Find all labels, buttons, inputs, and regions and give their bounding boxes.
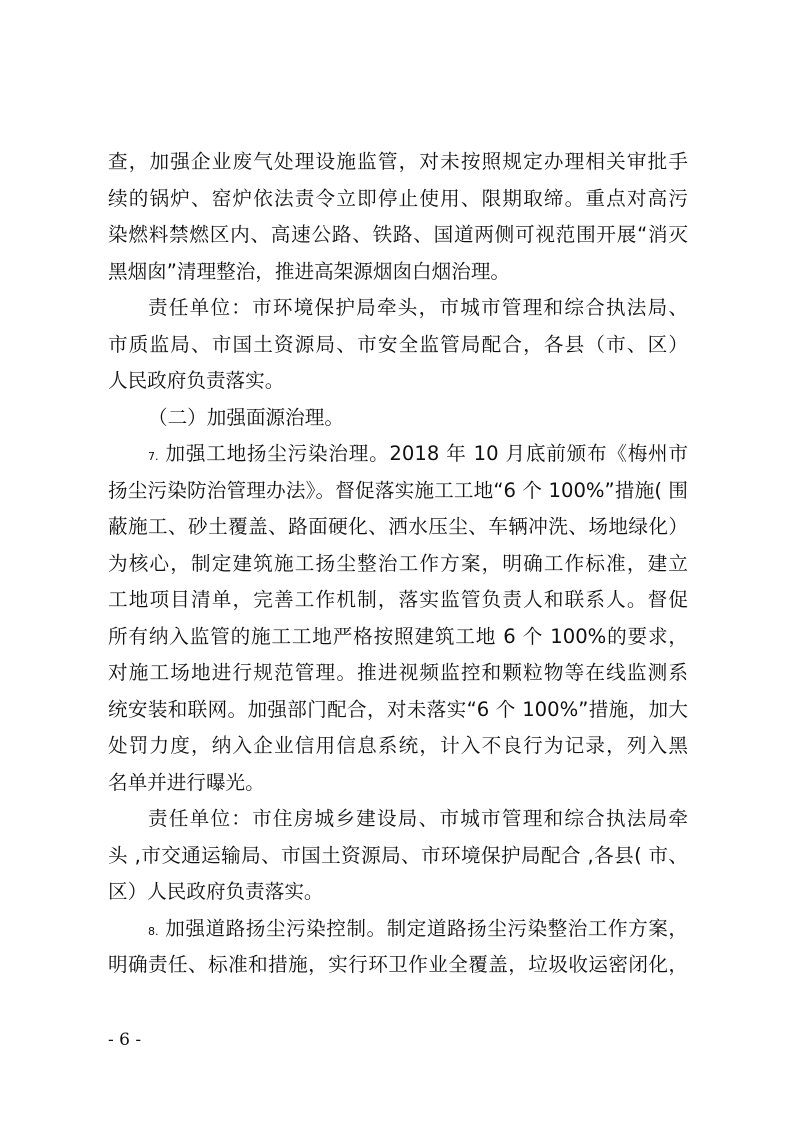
text-line: 查，加强企业废气处理设施监管，对未按照规定办理相关审批手: [108, 150, 688, 173]
text-line: 人民政府负责落实。: [108, 369, 285, 392]
text-line: 对施工场地进行规范管理。推进视频监控和颗粒物等在线监测系: [108, 661, 688, 684]
text-line: 区）人民政府负责落实。: [108, 880, 324, 903]
text-line: 明确责任、标准和措施，实行环卫作业全覆盖，垃圾收运密闭化，: [108, 953, 688, 976]
text-line: 统安装和联网。加强部门配合，对未落实“6 个 100%”措施，加大: [108, 697, 688, 721]
text-line-content: 加强工地扬尘污染治理。2018 年 10 月底前颁布《梅州市: [165, 442, 688, 465]
text-line: 头 ,市交通运输局、市国土资源局、市环境保护局配合 ,各县( 市、: [108, 843, 688, 867]
paragraph-continuation: [108, 144, 688, 290]
text-line: 处罚力度，纳入企业信用信息系统，计入不良行为记录，列入黑: [108, 734, 688, 757]
section-heading: [108, 400, 688, 437]
paragraph-item-7: [108, 436, 688, 801]
text-line: 责任单位：市环境保护局牵头，市城市管理和综合执法局、: [148, 296, 688, 319]
text-line: 黑烟囱”清理整治，推进高架源烟囱白烟治理。: [108, 259, 511, 283]
text-line: 市质监局、市国土资源局、市安全监管局配合，各县（市、区）: [108, 332, 688, 356]
text-line: 扬尘污染防治管理办法》。督促落实施工工地“6 个 100%”措施( 围: [108, 478, 689, 502]
document-body: [108, 144, 688, 984]
text-line: [108, 436, 688, 473]
text-line: 所有纳入监管的施工工地严格按照建筑工地 6 个 100%的要求，: [108, 624, 688, 648]
text-line: 为核心，制定建筑施工扬尘整治工作方案，明确工作标准，建立: [108, 551, 688, 575]
page-number: - 6 -: [108, 1030, 142, 1050]
paragraph-item-8: [108, 911, 688, 984]
text-line: 工地项目清单，完善工作机制，落实监管负责人和联系人。督促: [108, 588, 688, 611]
paragraph-responsibility-2: [108, 801, 688, 911]
text-line: 蔽施工、砂土覆盖、路面硬化、洒水压尘、车辆冲洗、场地绿化）: [108, 515, 688, 538]
item-number: 7.: [148, 450, 159, 463]
heading-line: （二）加强面源治理。: [148, 405, 344, 429]
text-line: 染燃料禁燃区内、高速公路、铁路、国道两侧可视范围开展“消灭: [108, 223, 688, 246]
text-line: [108, 911, 688, 948]
paragraph-responsibility-1: [108, 290, 688, 400]
text-line: 名单并进行曝光。: [108, 770, 265, 794]
item-number: 8.: [148, 924, 159, 938]
text-line-content: 加强道路扬尘污染控制。制定道路扬尘污染整治工作方案，: [165, 916, 688, 940]
text-line: 责任单位：市住房城乡建设局、市城市管理和综合执法局牵: [148, 807, 688, 830]
text-line: 续的锅炉、窑炉依法责令立即停止使用、限期取缔。重点对高污: [108, 186, 688, 210]
